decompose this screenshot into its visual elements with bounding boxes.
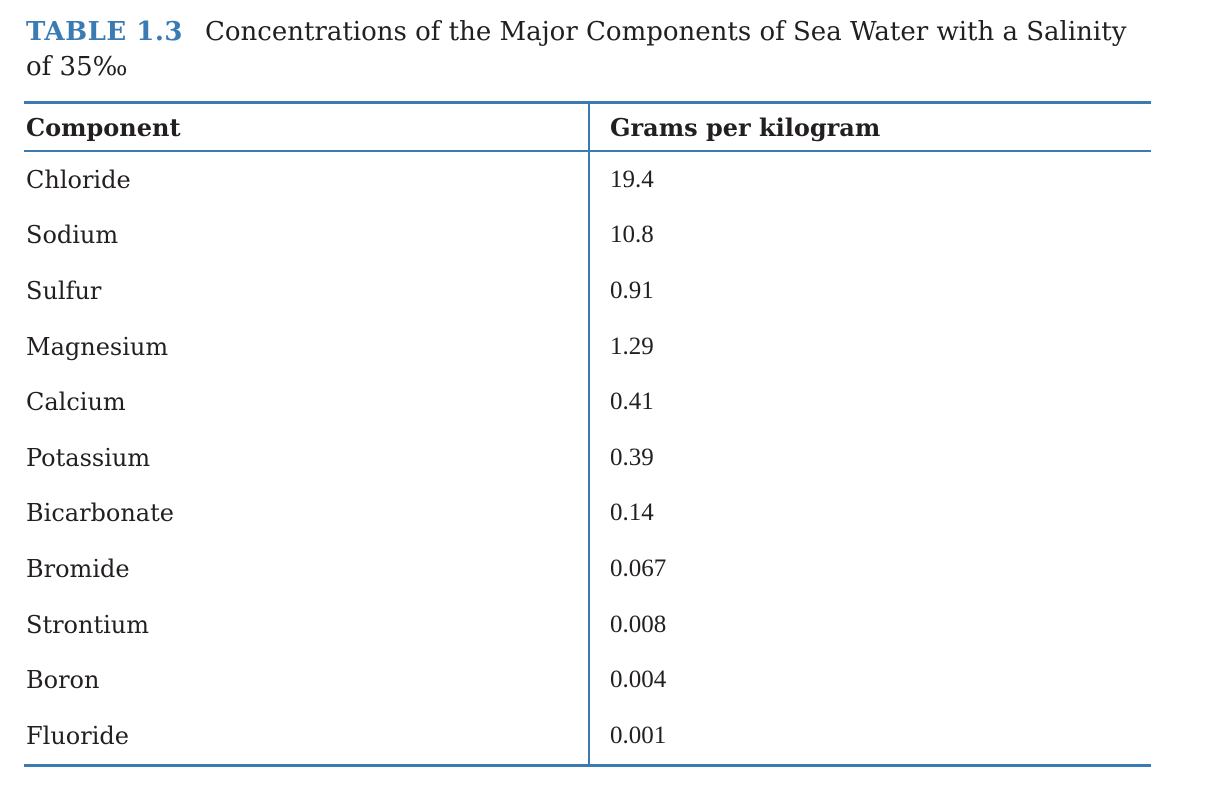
value-cell: 0.14: [589, 486, 1151, 542]
table-row: [24, 263, 1151, 319]
data-table-container: [24, 101, 1151, 767]
value-cell: 10.8: [589, 208, 1151, 264]
table-row: [24, 652, 1151, 708]
table-row: [24, 208, 1151, 264]
component-cell: Strontium: [26, 610, 149, 639]
value-cell: 0.39: [589, 430, 1151, 486]
table-label: TABLE 1.3: [26, 17, 183, 47]
table-row: [24, 486, 1151, 542]
value-cell: 19.4: [589, 151, 1151, 208]
component-cell: Bromide: [26, 554, 130, 583]
component-cell: Sulfur: [26, 276, 102, 305]
component-cell: Magnesium: [26, 332, 169, 361]
table-row: [24, 374, 1151, 430]
component-cell: Boron: [26, 666, 100, 695]
table-row: [24, 541, 1151, 597]
component-cell: Potassium: [26, 443, 151, 472]
component-cell: Fluoride: [24, 708, 589, 765]
table-row: [24, 597, 1151, 653]
value-cell: 0.001: [589, 708, 1151, 765]
value-cell: 0.004: [589, 652, 1151, 708]
table-row: [24, 151, 1151, 208]
component-cell: Sodium: [26, 221, 119, 250]
value-cell: 1.29: [589, 319, 1151, 375]
value-cell: 0.067: [589, 541, 1151, 597]
column-header-component: Component: [26, 112, 181, 142]
table-header-row: [24, 103, 1151, 152]
component-cell: Chloride: [26, 165, 131, 194]
table-row: [24, 430, 1151, 486]
value-cell: 0.008: [589, 597, 1151, 653]
table-row: [24, 319, 1151, 375]
component-cell: Bicarbonate: [26, 499, 174, 528]
column-header-grams-per-kilogram: Grams per kilogram: [589, 103, 1151, 152]
value-cell: 0.41: [589, 374, 1151, 430]
table-title: Concentrations of the Major Components of Sea Water with a Salinity of 35‰: [26, 17, 1127, 82]
table-caption: [26, 14, 1156, 84]
value-cell: 0.91: [589, 263, 1151, 319]
data-table: [24, 101, 1151, 767]
component-cell: Calcium: [26, 388, 126, 417]
table-row: [24, 708, 1151, 765]
